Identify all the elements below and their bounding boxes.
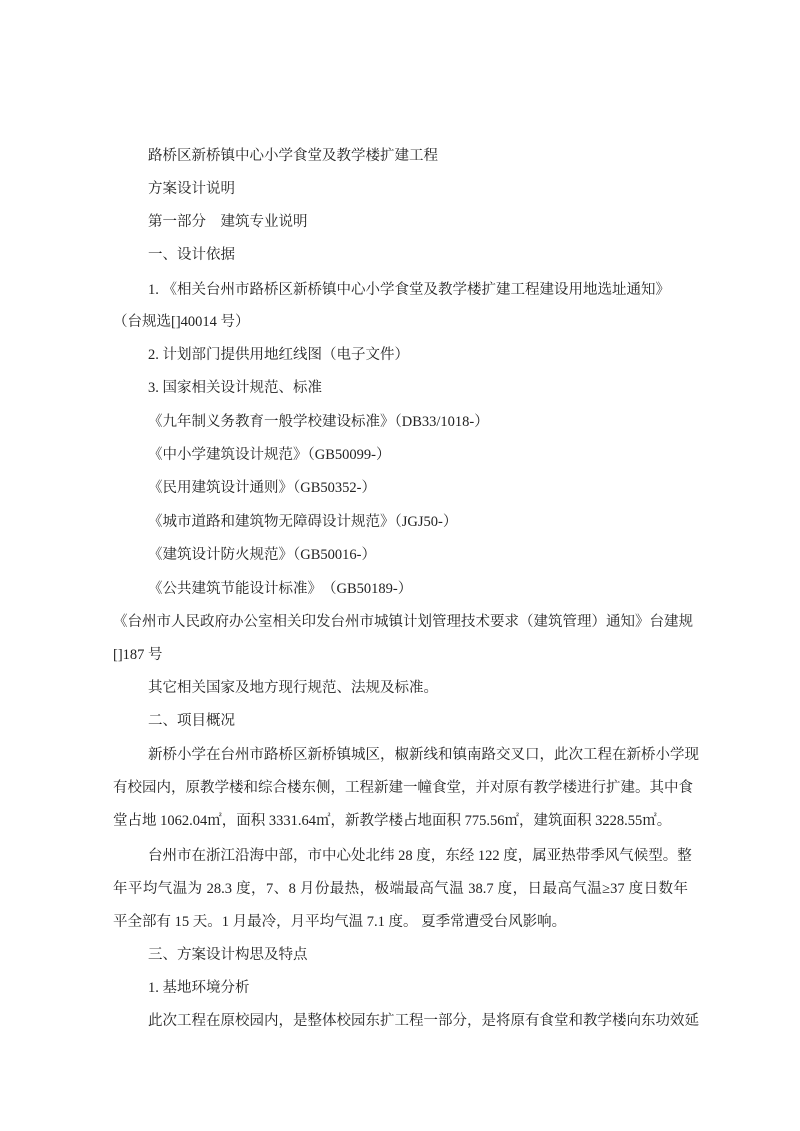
paragraph-line: 有校园内，原教学楼和综合楼东侧，工程新建一幢食堂，并对原有教学楼进行扩建。其中食 [113, 780, 693, 796]
paragraph-line: 此次工程在原校园内，是整体校园东扩工程一部分，是将原有食堂和教学楼向东功效延 [148, 1013, 699, 1029]
section-heading: 一、设计依据 [148, 247, 235, 263]
standard-item: 《建筑设计防火规范》（GB50016-） [148, 547, 376, 563]
doc-title: 路桥区新桥镇中心小学食堂及教学楼扩建工程 [148, 148, 438, 164]
part-heading: 第一部分 建筑专业说明 [148, 214, 308, 230]
basis-item: 2. 计划部门提供用地红线图（电子文件） [148, 347, 409, 363]
basis-item: 1. 《相关台州市路桥区新桥镇中心小学食堂及教学楼扩建工程建设用地选址通知》 [148, 282, 670, 298]
standard-item: 《城市道路和建筑物无障碍设计规范》（JGJ50-） [148, 514, 458, 530]
standard-item: 《中小学建筑设计规范》（GB50099-） [148, 447, 391, 463]
paragraph-line: 堂占地 1062.04㎡，面积 3331.64㎡，新教学楼占地面积 775.56㎡，建筑面积 3228.55㎡。 [113, 813, 672, 829]
paragraph-line: 新桥小学在台州市路桥区新桥镇城区，椒新线和镇南路交叉口，此次工程在新桥小学现 [148, 747, 699, 763]
basis-item-cont: （台规选[]40014 号） [113, 314, 250, 330]
notice-line: 《台州市人民政府办公室相关印发台州市城镇计划管理技术要求（建筑管理）通知》台建规 [113, 614, 693, 630]
section-heading: 三、方案设计构思及特点 [148, 947, 308, 963]
paragraph-line: 年平均气温为 28.3 度，7、8 月份最热，极端最高气温 38.7 度，日最高气温≥37 度日数年 [113, 881, 688, 897]
standard-item: 《公共建筑节能设计标准》 （GB50189-） [148, 581, 413, 597]
standard-item: 《民用建筑设计通则》（GB50352-） [148, 480, 376, 496]
section-heading: 二、项目概况 [148, 713, 235, 729]
doc-subtitle: 方案设计说明 [148, 181, 235, 197]
other-standards: 其它相关国家及地方现行规范、法规及标准。 [148, 680, 438, 696]
paragraph-line: 平全部有 15 天。1 月最冷，月平均气温 7.1 度。 夏季常遭受台风影响。 [113, 914, 567, 930]
sub-heading: 1. 基地环境分析 [148, 980, 250, 996]
paragraph-line: 台州市在浙江沿海中部，市中心处北纬 28 度，东经 122 度，属亚热带季风气候型。整 [148, 848, 692, 864]
standard-item: 《九年制义务教育一般学校建设标准》（DB33/1018-） [148, 414, 489, 430]
notice-line-cont: []187 号 [113, 647, 163, 663]
basis-item: 3. 国家相关设计规范、标准 [148, 380, 322, 396]
